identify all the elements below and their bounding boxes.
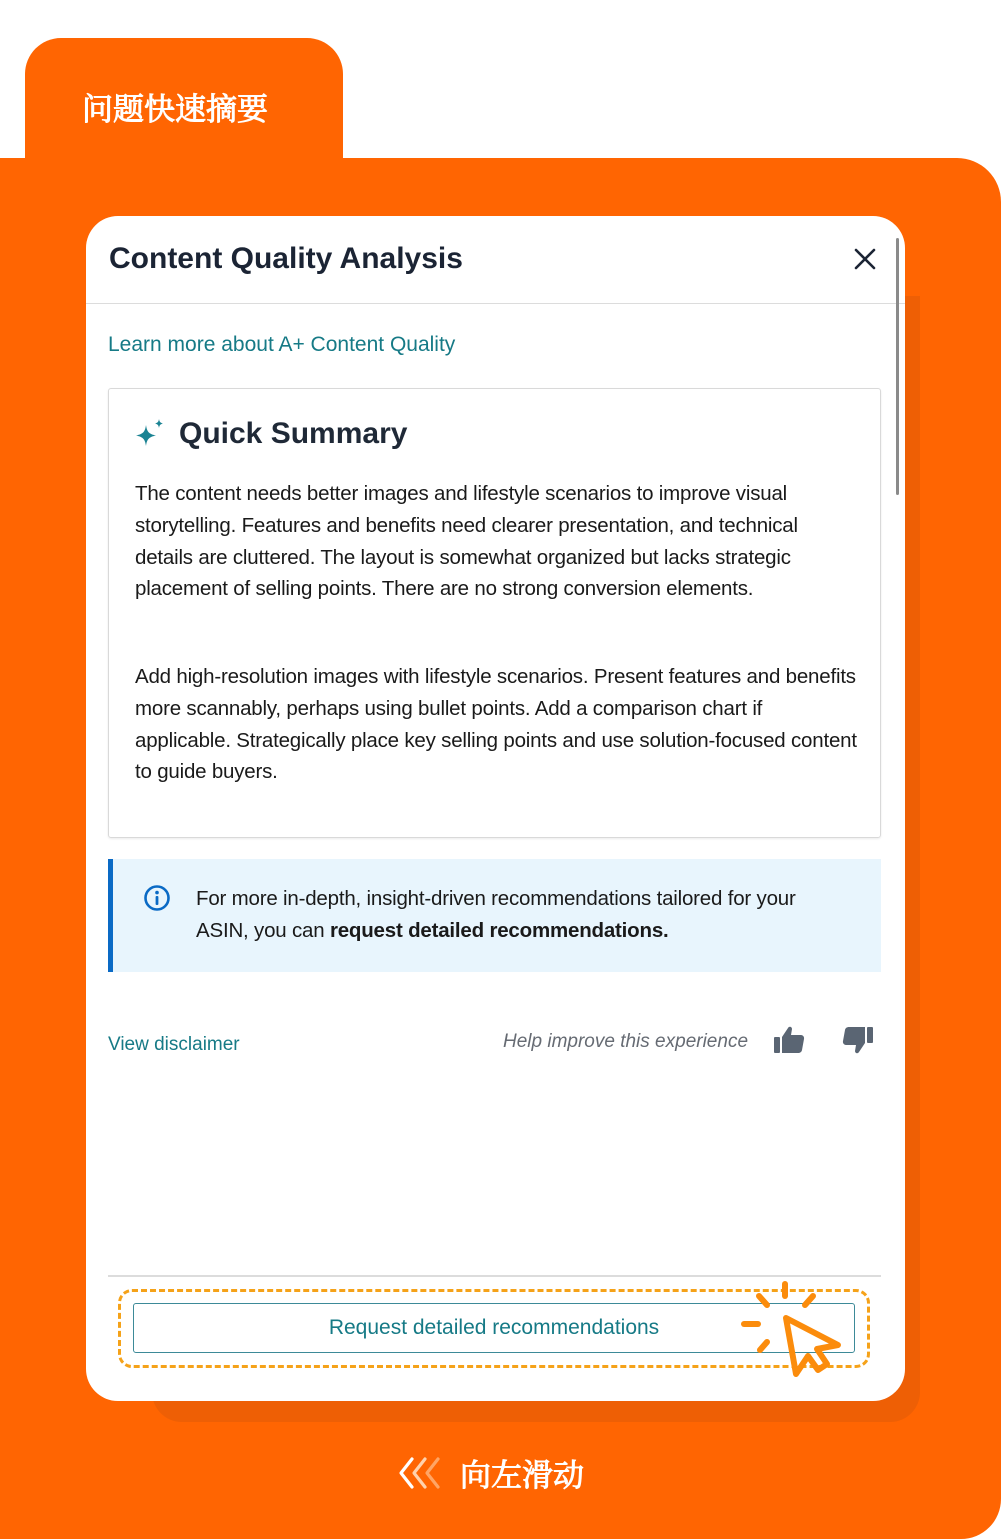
info-text <box>196 883 846 947</box>
swipe-label: 向左滑动 <box>460 1458 584 1494</box>
request-detailed-recommendations-button[interactable]: Request detailed recommendations <box>133 1303 855 1353</box>
info-text-bold: request detailed recommendations. <box>329 919 669 942</box>
chevrons-left-icon <box>398 1455 448 1491</box>
footer-divider <box>108 1275 881 1277</box>
scrollbar-thumb[interactable] <box>896 238 899 495</box>
info-alert <box>108 859 881 972</box>
summary-title: Quick Summary <box>179 417 408 450</box>
modal-title: Content Quality Analysis <box>109 242 463 275</box>
summary-paragraph: Add high-resolution images with lifestyle scenarios. Present features and benefits more scannably, perhaps using bullet points. Add a comparison chart if applicable. Strategically place key selling points and use solution-focused content to guide buyers. <box>135 665 857 784</box>
content-quality-modal <box>86 216 905 1401</box>
tab-title: 问题快速摘要 <box>82 92 268 128</box>
feedback-prompt: Help improve this experience <box>503 1031 749 1052</box>
info-icon <box>143 884 171 912</box>
learn-more-link[interactable]: Learn more about A+ Content Quality <box>108 333 456 356</box>
summary-heading <box>133 417 407 451</box>
info-text-prefix: For more in-depth, insight-driven recommendations tailored for your ASIN, you can <box>196 887 796 942</box>
view-disclaimer-link[interactable]: View disclaimer <box>108 1034 240 1055</box>
thumbs-down-icon[interactable] <box>841 1024 875 1056</box>
sparkle-icon <box>133 417 167 451</box>
thumbs-up-icon[interactable] <box>772 1024 806 1056</box>
close-icon[interactable] <box>850 244 880 274</box>
swipe-hint <box>398 1450 584 1495</box>
click-cursor-icon <box>738 1278 848 1388</box>
quick-summary-box <box>108 388 881 838</box>
summary-paragraph: The content needs better images and lifestyle scenarios to improve visual storytelling. Features and benefits need clearer presentation, and technical details are cluttered. The layout is somewhat organized but lacks strategic placement of selling points. There are no strong conversion elements. <box>135 482 798 601</box>
modal-header <box>86 216 905 304</box>
